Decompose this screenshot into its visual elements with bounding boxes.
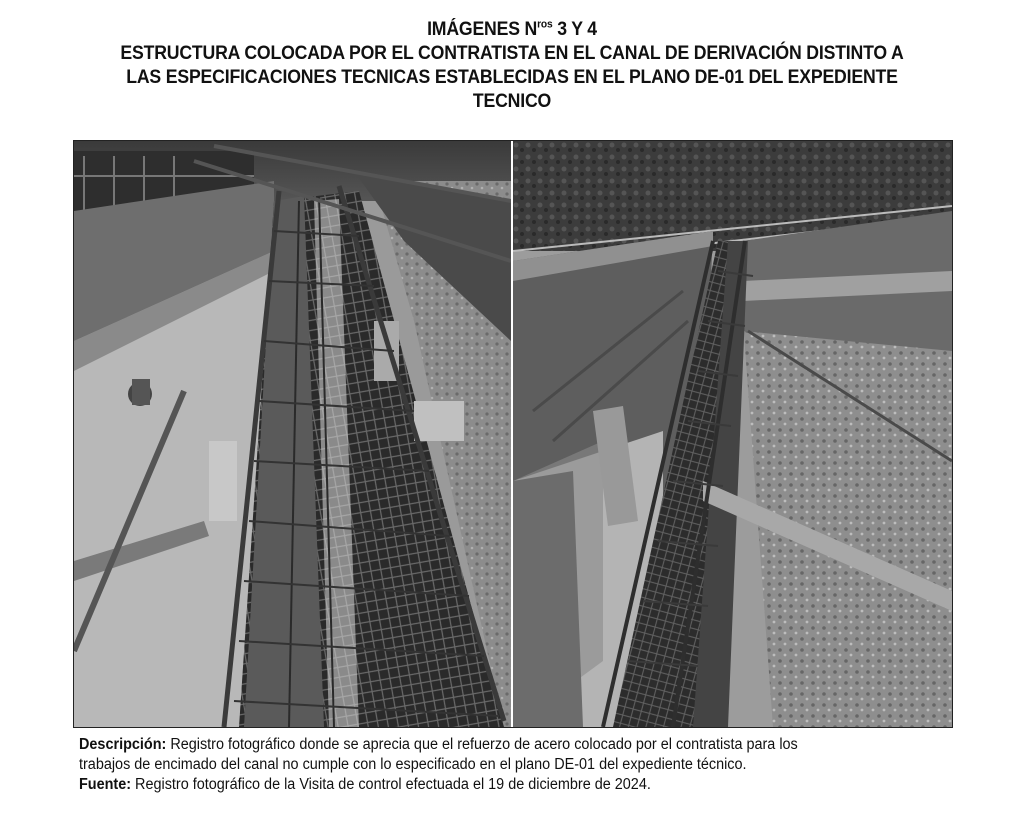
title-line-3: LAS ESPECIFICACIONES TECNICAS ESTABLECIDAS EN EL PLANO DE-01 DEL EXPEDIENTE <box>126 67 898 88</box>
title-line-4: TECNICO <box>472 91 552 112</box>
description-line-2: trabajos de encimado del canal no cumple con lo especificado en el plano DE-01 del expediente técnico. <box>79 756 747 773</box>
title-line-1: IMÁGENES $N^{ros}$ 3 Y 4 <box>427 18 597 40</box>
document-title <box>36 18 988 114</box>
photo-right-canal-reinforcement <box>513 141 952 727</box>
photo-caption <box>79 735 953 795</box>
source-line: Fuente: Registro fotográfico de la Visita de control efectuada el 19 de diciembre de 2024. <box>79 776 651 793</box>
photo-left-canal-reinforcement <box>74 141 511 727</box>
title-line-2: ESTRUCTURA COLOCADA POR EL CONTRATISTA EN EL CANAL DE DERIVACIÓN DISTINTO A <box>120 43 904 64</box>
photo-frame <box>73 140 953 728</box>
description-line-1: Descripción: Registro fotográfico donde se aprecia que el refuerzo de acero colocado por el contratista para los <box>79 736 798 753</box>
